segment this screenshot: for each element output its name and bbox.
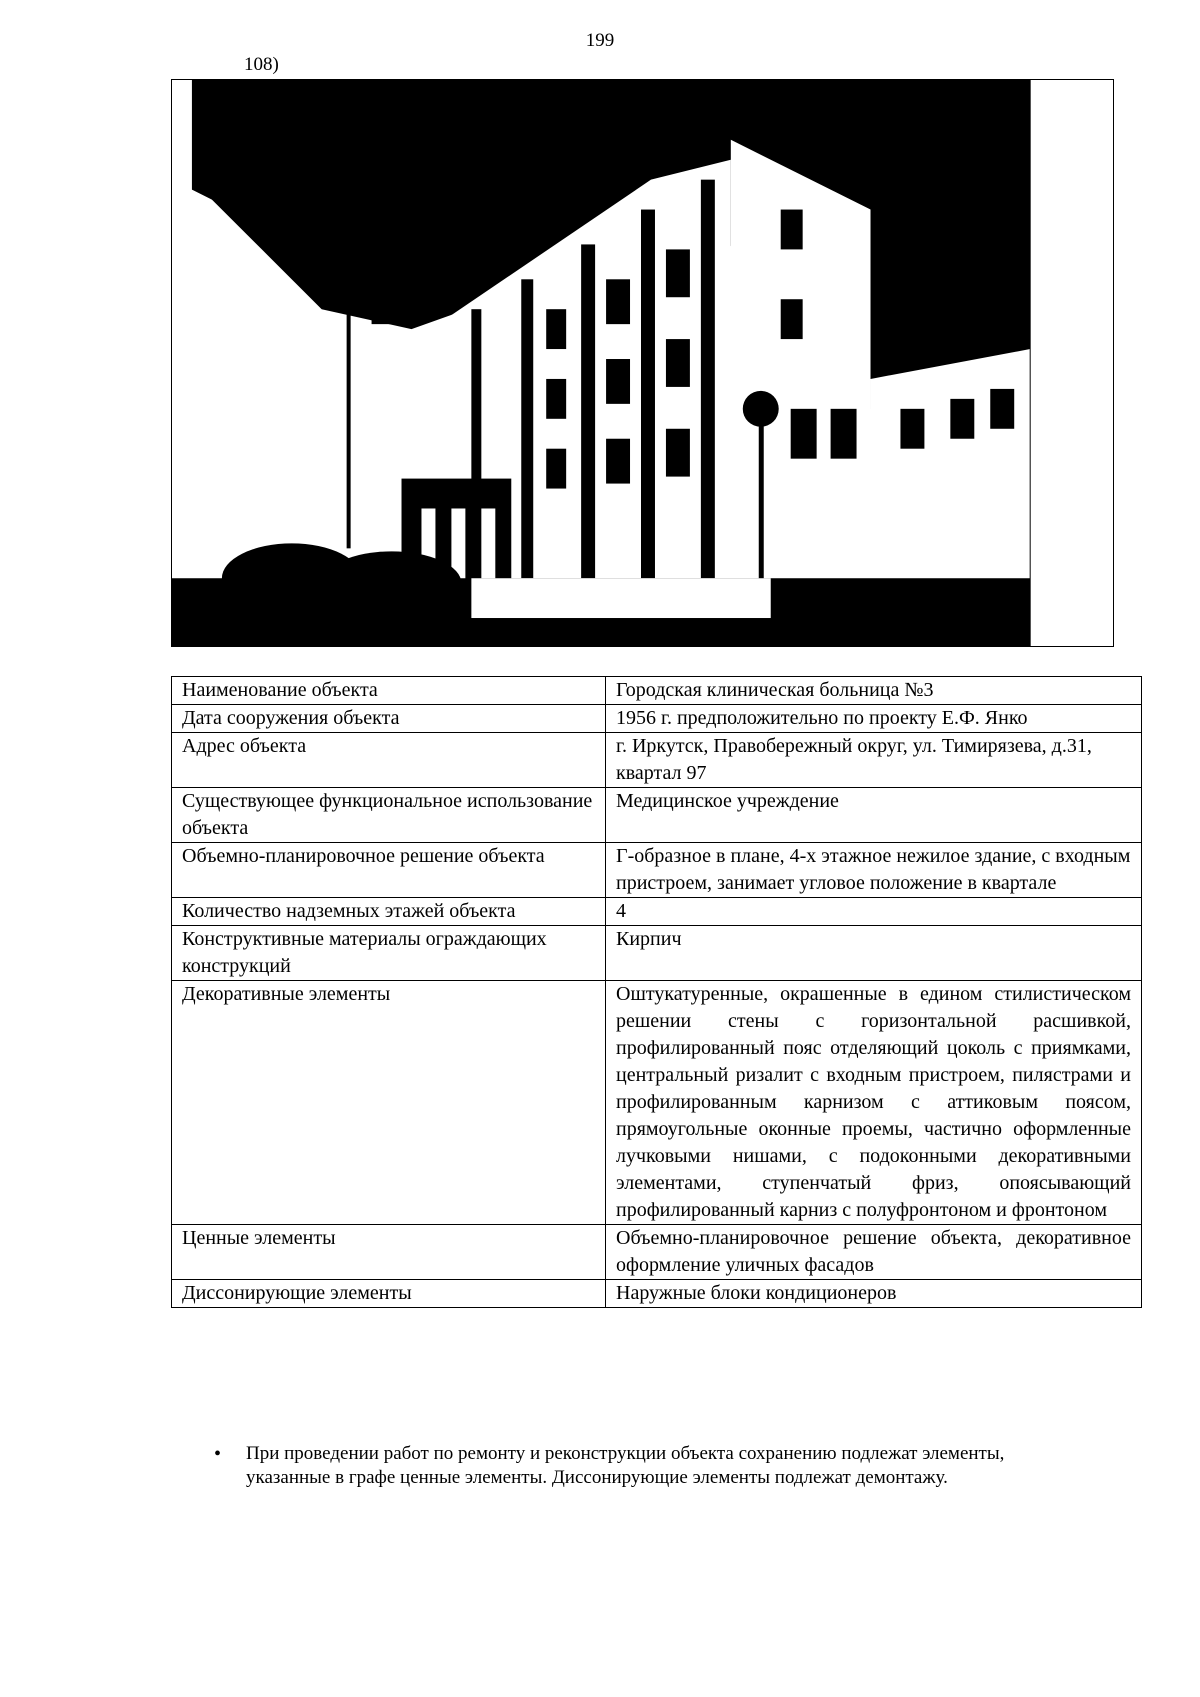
row-value: Городская клиническая больница №3 <box>606 677 1142 705</box>
item-number: 108) <box>244 54 279 75</box>
row-value: 4 <box>606 898 1142 926</box>
preservation-note <box>204 1442 1074 1490</box>
row-value: Кирпич <box>606 926 1142 981</box>
row-label: Дата сооружения объекта <box>172 705 606 733</box>
row-value: Объемно-планировочное решение объекта, декоративное оформление уличных фасадов <box>606 1225 1142 1280</box>
row-label: Существующее функциональное использование объекта <box>172 788 606 843</box>
table-row <box>172 788 1142 843</box>
page-number: 199 <box>585 30 615 51</box>
row-label: Конструктивные материалы ограждающих конструкций <box>172 926 606 981</box>
table-row <box>172 898 1142 926</box>
building-photo-icon <box>172 80 1113 646</box>
row-label: Ценные элементы <box>172 1225 606 1280</box>
row-value: Г-образное в плане, 4-х этажное нежилое здание, с входным пристроем, занимает угловое положение в квартале <box>606 843 1142 898</box>
row-label: Количество надземных этажей объекта <box>172 898 606 926</box>
row-value: Оштукатуренные, окрашенные в едином стилистическом решении стены с горизонтальной расшивкой, профилированный пояс отделяющий цоколь с приямками, центральный ризалит с входным пристроем, пилястрами и профилированным карнизом с аттиковым поясом, прямоугольные оконные проемы, частично оформленные лучковыми нишами, с подоконными декоративными элементами, ступенчатый фриз, опоясывающий профилированный карниз с полуфронтоном и фронтоном <box>606 981 1142 1225</box>
row-label: Диссонирующие элементы <box>172 1280 606 1308</box>
row-label: Наименование объекта <box>172 677 606 705</box>
table-row <box>172 1280 1142 1308</box>
row-value: Медицинское учреждение <box>606 788 1142 843</box>
row-value: 1956 г. предположительно по проекту Е.Ф. Янко <box>606 705 1142 733</box>
table-row <box>172 733 1142 788</box>
table-row <box>172 1225 1142 1280</box>
building-photo <box>171 79 1114 647</box>
table-row <box>172 677 1142 705</box>
row-label: Декоративные элементы <box>172 981 606 1225</box>
bullet-icon: • <box>214 1443 222 1465</box>
row-value: Наружные блоки кондиционеров <box>606 1280 1142 1308</box>
row-value: г. Иркутск, Правобережный округ, ул. Тимирязева, д.31, квартал 97 <box>606 733 1142 788</box>
object-passport-table <box>171 676 1142 1308</box>
note-text: При проведении работ по ремонту и реконструкции объекта сохранению подлежат элементы, указанные в графе ценные элементы. Диссонирующие элементы подлежат демонтажу. <box>246 1443 1005 1488</box>
table-row <box>172 926 1142 981</box>
table-row <box>172 705 1142 733</box>
table-row <box>172 981 1142 1225</box>
row-label: Объемно-планировочное решение объекта <box>172 843 606 898</box>
table-row <box>172 843 1142 898</box>
row-label: Адрес объекта <box>172 733 606 788</box>
